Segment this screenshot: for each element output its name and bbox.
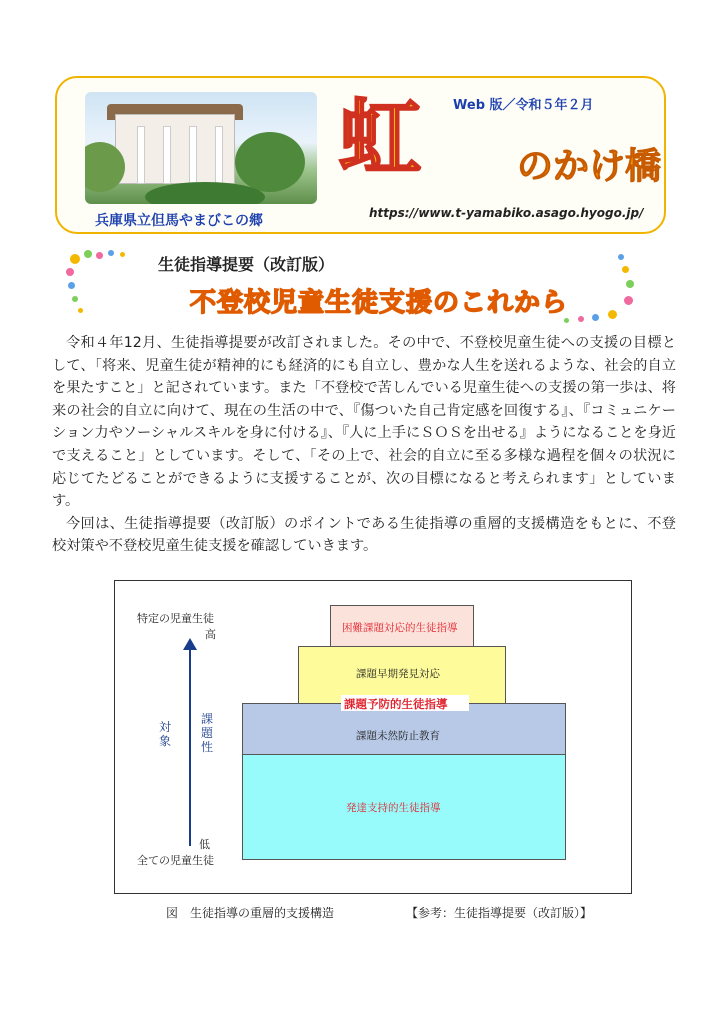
paragraph-2: 今回は、生徒指導提要（改訂版）のポイントである生徒指導の重層的支援構造をもとに、不登校対策や不登校児童生徒支援を確認していきます。: [52, 515, 676, 555]
article-body: [52, 332, 676, 558]
article-subtitle: 生徒指導提要（改訂版）: [158, 255, 335, 274]
high-label: 高: [205, 628, 216, 641]
edition-label: Web 版／令和５年２月: [453, 98, 594, 113]
axis-line: [189, 648, 191, 846]
logo-niji: 虹: [339, 91, 416, 186]
header-banner: [55, 76, 666, 234]
axis-taisho: 対象: [158, 720, 171, 748]
axis-kadaisei: 課題性: [200, 712, 213, 754]
tier-1-label: 困難課題対応的生徒指導: [342, 622, 458, 634]
paragraph-1: 令和４年12月、生徒指導提要が改訂されました。その中で、不登校児童生徒への支援の目標として、「将来、児童生徒が精神的にも経済的にも自立し、豊かな人生を送れるような、社会的自立を果たすこと」と記されています。また「不登校で苦しんでいる児童生徒への支援の第一歩は、将来の社会的自立に向けて、現在の生活の中で、『傷ついた自己肯定感を回復する』、『コミュニケーション力やソーシャルスキルを身に付ける』、『人に上手にＳＯＳを出せる』ようになることを身近で支えること」としています。そして、「その上で、社会的自立に至る多様な過程を個々の状況に応じてたどることができるように支援することが、次の目標になると考えられます」としています。: [52, 335, 676, 510]
tier-2-label: 課題早期発見対応: [356, 668, 440, 680]
figure-caption: 図 生徒指導の重層的支援構造: [166, 906, 335, 920]
top-label: 特定の児童生徒: [137, 612, 214, 625]
tier-4-label: 発達支持的生徒指導: [346, 802, 441, 814]
article-title: 不登校児童生徒支援のこれから: [190, 288, 569, 318]
tier-2b-label: 課題予防的生徒指導: [344, 697, 448, 711]
low-label: 低: [199, 838, 210, 851]
logo-kakehashi: のかけ橋: [517, 146, 662, 187]
building-photo: [85, 92, 317, 204]
bottom-label: 全ての児童生徒: [137, 854, 214, 867]
site-url[interactable]: https://www.t-yamabiko.asago.hyogo.jp/: [369, 206, 644, 220]
figure-reference: 【参考：生徒指導提要（改訂版）】: [406, 906, 593, 920]
tier-3-label: 課題未然防止教育: [356, 730, 440, 742]
place-name: 兵庫県立但馬やまびこの郷: [95, 213, 263, 229]
